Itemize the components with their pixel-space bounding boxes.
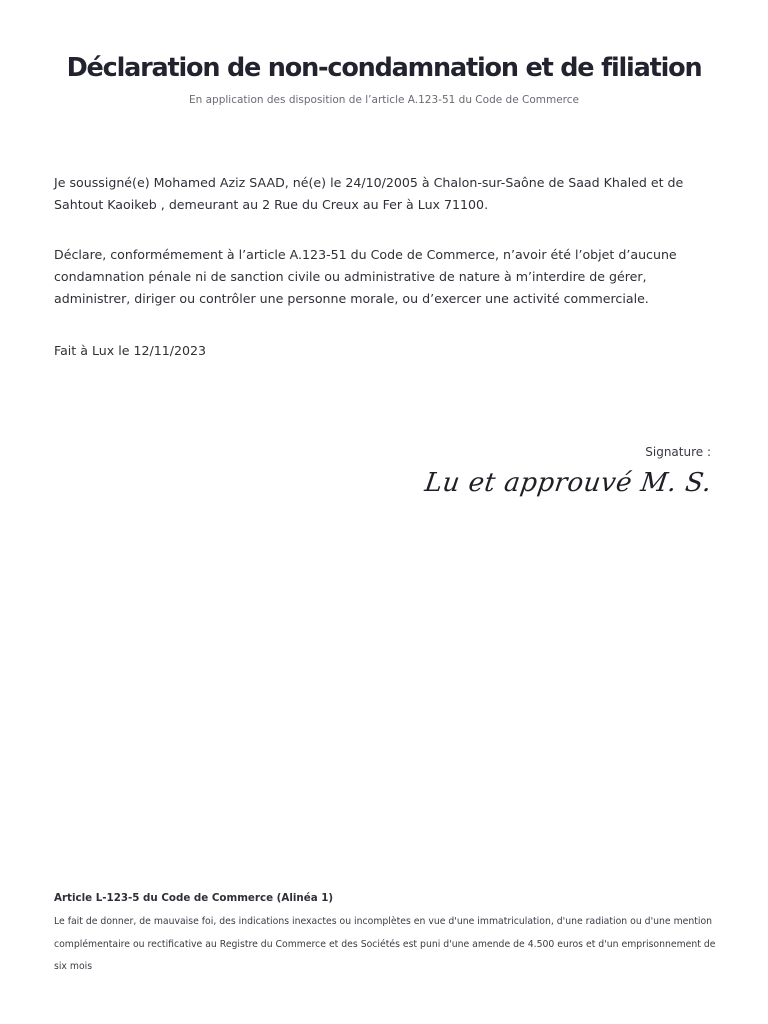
place-date: Fait à Lux le 12/11/2023 <box>54 343 207 358</box>
identity-paragraph: Je soussigné(e) Mohamed Aziz SAAD, né(e) le 24/10/2005 à Chalon-sur-Saône de Saad Khaled et de Sahtout Kaoikeb , demeurant au 2 Rue du Creux au Fer à Lux 71100. <box>54 175 684 212</box>
document-subtitle: En application des disposition de l’article A.123-51 du Code de Commerce <box>189 94 579 106</box>
handwritten-signature: Lu et approuvé M. S. <box>423 468 715 498</box>
declaration-paragraph: Déclare, conformémement à l’article A.123-51 du Code de Commerce, n’avoir été l’objet d’aucune condamnation pénale ni de sanction civile ou administrative de nature à m’interdire de gérer, administrer, diriger ou contrôler une personne morale, ou d’exercer une activité commerciale. <box>54 247 677 306</box>
document-title: Déclaration de non-condamnation et de filiation <box>66 53 702 83</box>
footer-article-text: Le fait de donner, de mauvaise foi, des indications inexactes ou incomplètes en vue d'une immatriculation, d'une radiation ou d'une mention complémentaire ou rectificative au Registre du Commerce et des Sociétés est puni d'une amende de 4.500 euros et d'un emprisonnement de six mois <box>54 916 716 972</box>
footer-article-title: Article L-123-5 du Code de Commerce (Alinéa 1) <box>54 892 334 904</box>
signature-label: Signature : <box>645 445 711 459</box>
